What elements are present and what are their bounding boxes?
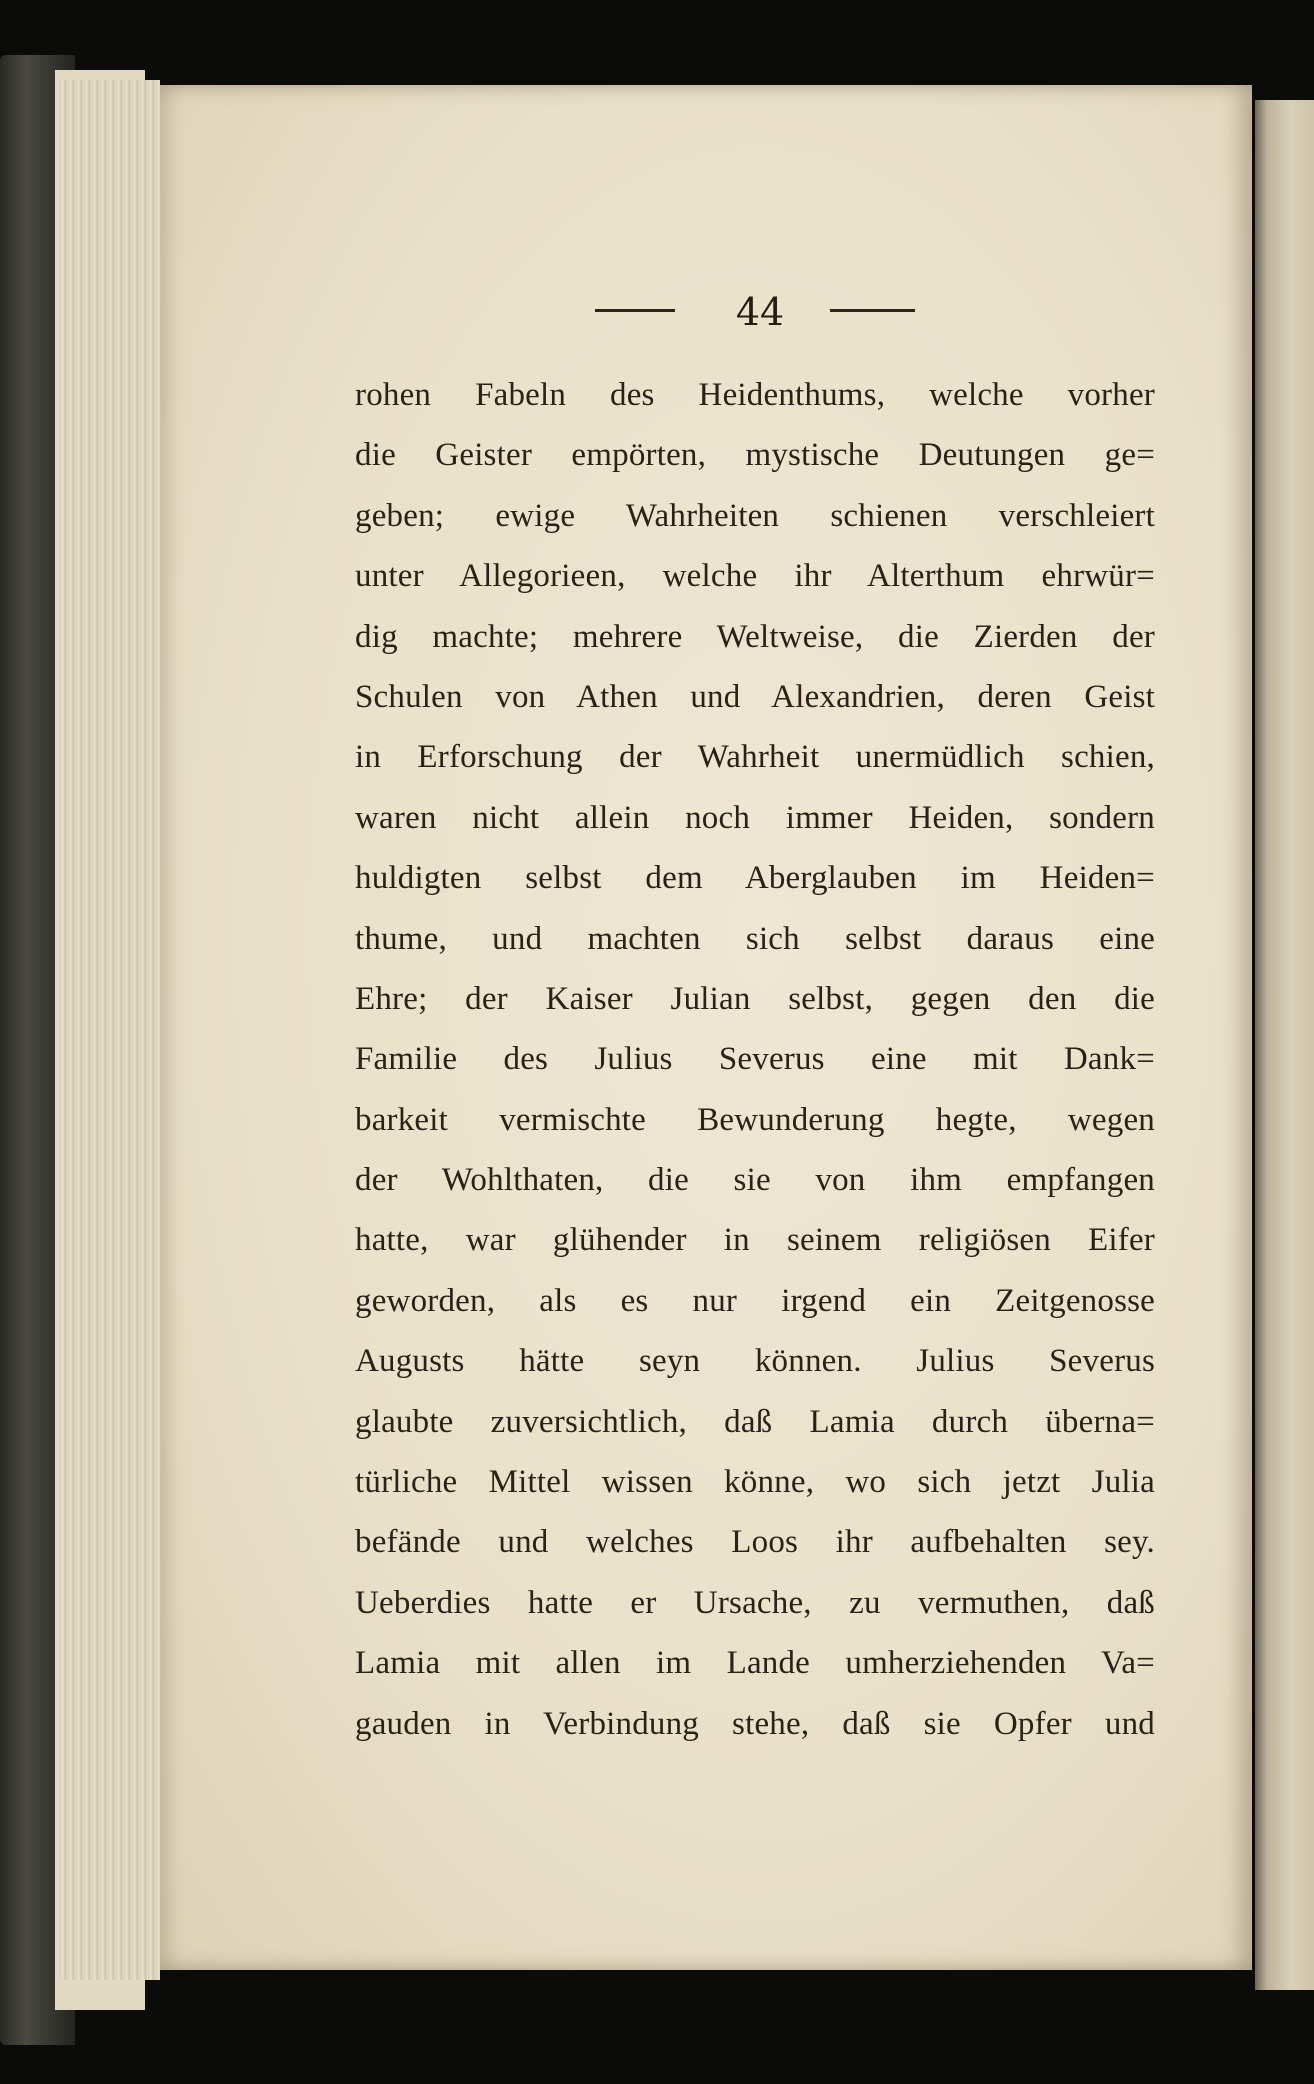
text-line: Familie des Julius Severus eine mit Dank= <box>355 1041 1155 1078</box>
header-dash-left <box>595 309 675 312</box>
text-line: unter Allegorieen, welche ihr Alterthum ehrwür= <box>355 558 1155 595</box>
text-line: in Erforschung der Wahrheit unermüdlich schien, <box>355 739 1155 776</box>
text-line: gauden in Verbindung stehe, daß sie Opfer und <box>355 1705 1155 1742</box>
text-line: dig machte; mehrere Weltweise, die Zierden der <box>355 618 1155 655</box>
text-line: Lamia mit allen im Lande umherziehenden Va= <box>355 1645 1155 1682</box>
text-line: Ueberdies hatte er Ursache, zu vermuthen, daß <box>355 1584 1155 1621</box>
text-line: waren nicht allein noch immer Heiden, sondern <box>355 799 1155 836</box>
text-line: rohen Fabeln des Heidenthums, welche vorher <box>355 377 1155 413</box>
page-edges <box>60 80 160 1980</box>
text-line: die Geister empörten, mystische Deutungen ge= <box>355 437 1155 474</box>
text-line: Schulen von Athen und Alexandrien, deren Geist <box>355 678 1155 715</box>
body-text <box>355 365 1155 1754</box>
text-line: befände und welches Loos ihr aufbehalten sey. <box>355 1524 1155 1561</box>
text-line: geben; ewige Wahrheiten schienen verschleiert <box>355 497 1155 534</box>
text-line: geworden, als es nur irgend ein Zeitgenosse <box>355 1282 1155 1319</box>
header-dash-right <box>830 309 915 312</box>
text-line: Augusts hätte seyn können. Julius Severus <box>355 1343 1155 1380</box>
text-line: der Wohlthaten, die sie von ihm empfangen <box>355 1162 1155 1199</box>
text-line: türliche Mittel wissen könne, wo sich jetzt Julia <box>355 1464 1155 1501</box>
text-line: Ehre; der Kaiser Julian selbst, gegen den die <box>355 980 1155 1017</box>
text-line: barkeit vermischte Bewunderung hegte, wegen <box>355 1101 1155 1138</box>
text-line: hatte, war glühender in seinem religiösen Eifer <box>355 1222 1155 1259</box>
text-line: huldigten selbst dem Aberglauben im Heiden= <box>355 860 1155 897</box>
facing-page-edge <box>1255 100 1314 1990</box>
page-number: 44 <box>735 290 785 334</box>
text-line: glaubte zuversichtlich, daß Lamia durch überna= <box>355 1403 1155 1440</box>
text-line: thume, und machten sich selbst daraus eine <box>355 920 1155 957</box>
page-header <box>0 290 1092 334</box>
